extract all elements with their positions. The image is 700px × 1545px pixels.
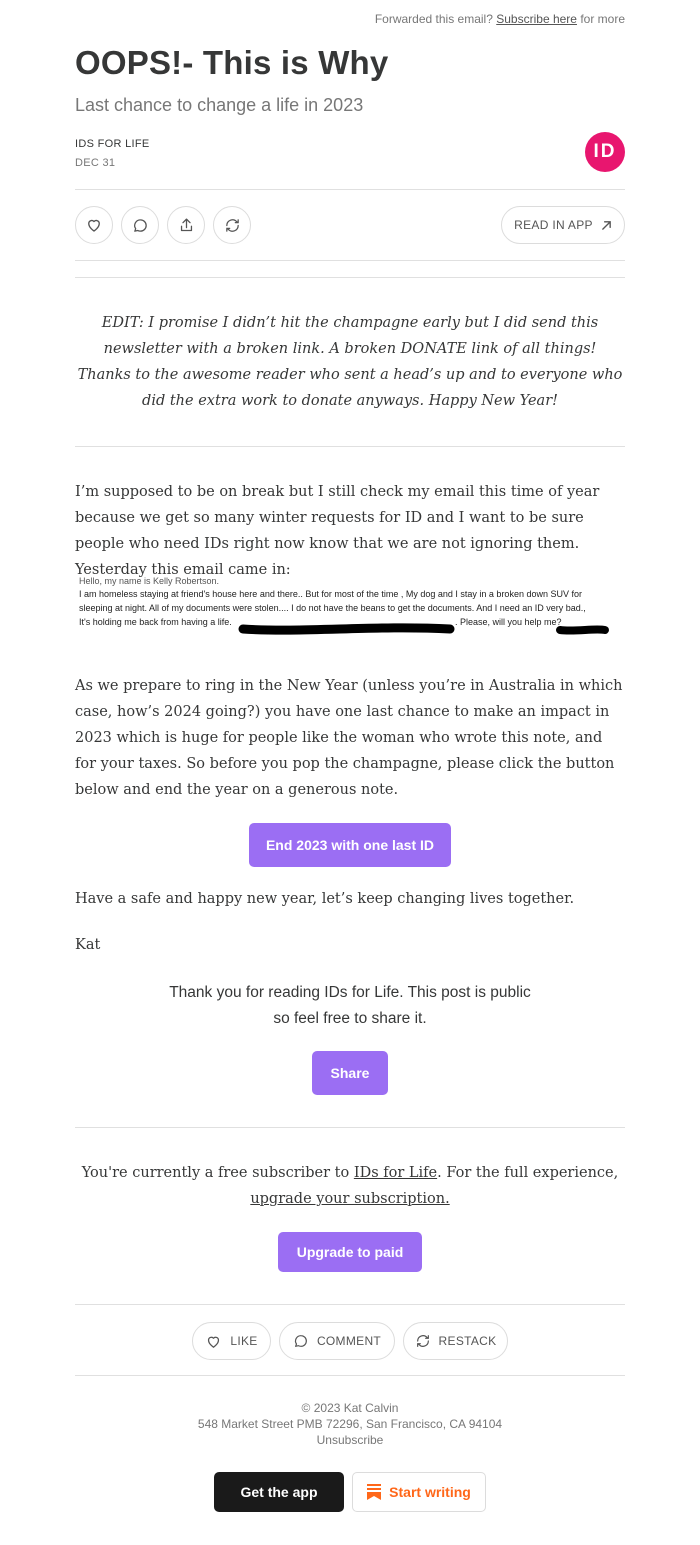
divider <box>75 1375 625 1376</box>
forwarded-prefix: Forwarded this email? <box>374 12 493 26</box>
upgrade-button[interactable]: Upgrade to paid <box>278 1232 422 1272</box>
start-writing-button[interactable] <box>352 1472 486 1512</box>
email-line: . Please, will you help me? <box>455 617 562 627</box>
subscribe-link[interactable]: Subscribe here <box>496 12 577 26</box>
restack-icon <box>224 217 241 234</box>
email-line: Hello, my name is Kelly Robertson. <box>79 576 220 586</box>
restack-icon-button[interactable] <box>213 206 251 244</box>
restack-icon <box>415 1333 431 1349</box>
share-message-line: Thank you for reading IDs for Life. This post is public <box>169 984 531 1001</box>
footer-address: 548 Market Street PMB 72296, San Francisco, CA 94104 <box>197 1417 503 1431</box>
divider <box>75 277 625 278</box>
substack-logo-icon <box>367 1484 381 1500</box>
heart-icon <box>205 1333 222 1350</box>
like-button[interactable] <box>75 206 113 244</box>
arrow-up-right-icon <box>601 220 612 231</box>
comment-label: COMMENT <box>316 1334 382 1348</box>
forwarded-suffix: for more <box>580 12 625 26</box>
divider <box>75 189 625 190</box>
comment-icon <box>132 217 149 234</box>
donate-button[interactable]: End 2023 with one last ID <box>249 823 451 867</box>
restack-label: RESTACK <box>438 1334 497 1348</box>
divider <box>75 1304 625 1305</box>
post-subtitle: Last chance to change a life in 2023 <box>75 95 364 115</box>
share-message-line: so feel free to share it. <box>273 1010 427 1027</box>
get-the-app-button[interactable]: Get the app <box>214 1472 344 1512</box>
share-message <box>75 980 625 1032</box>
divider <box>75 1127 625 1128</box>
signoff: Kat <box>75 937 101 953</box>
divider <box>75 260 625 261</box>
upgrade-link[interactable]: upgrade your subscription. <box>250 1191 450 1207</box>
read-in-app-button[interactable] <box>501 206 625 244</box>
subscription-middle: . For the full experience, <box>437 1165 619 1181</box>
publication-link[interactable]: IDs for Life <box>353 1165 438 1181</box>
share-icon <box>178 217 195 234</box>
post-date: DEC 31 <box>75 157 116 169</box>
heart-icon <box>85 216 103 234</box>
paragraph-intro: I’m supposed to be on break but I still check my email this time of year because we get so many winter requests for ID and I want to be sure people who need IDs right now know that we are not ignoring them. Yesterday this email came in: <box>75 484 600 578</box>
read-in-app-label: READ IN APP <box>514 218 593 232</box>
like-pill-button[interactable] <box>192 1322 271 1360</box>
unsubscribe-link[interactable]: Unsubscribe <box>316 1433 384 1447</box>
paragraph-appeal: As we prepare to ring in the New Year (unless you’re in Australia in which case, how’s 2024 going?) you have one last chance to make an impact in 2023 which is huge for people like the woman who wrote this note, and for your taxes. So before you pop the champagne, please click the button below and end the year on a generous note. <box>75 678 623 798</box>
email-line: It's holding me back from having a life. <box>79 617 232 627</box>
comment-button[interactable] <box>121 206 159 244</box>
share-button[interactable]: Share <box>312 1051 388 1095</box>
subscription-notice <box>75 1160 625 1212</box>
email-line: I am homeless staying at friend's house here and there.. But for most of the time , My dog and I stay in a broken down SUV for <box>79 589 582 599</box>
paragraph-closing: Have a safe and happy new year, let’s keep changing lives together. <box>75 891 575 907</box>
comment-icon <box>293 1333 309 1349</box>
email-screenshot <box>75 576 625 642</box>
footer-copyright: © 2023 Kat Calvin <box>301 1401 399 1415</box>
start-writing-label: Start writing <box>389 1484 471 1500</box>
post-title[interactable]: OOPS!- This is Why <box>75 44 389 81</box>
share-icon-button[interactable] <box>167 206 205 244</box>
like-label: LIKE <box>230 1334 258 1348</box>
comment-pill-button[interactable] <box>279 1322 395 1360</box>
subscription-prefix: You're currently a free subscriber to <box>81 1165 350 1181</box>
edit-note: EDIT: I promise I didn’t hit the champagne early but I did send this newsletter with a broken link. A broken DONATE link of all things! Thanks to the awesome reader who sent a head’s up and to everyone who did the extra work to donate anyways. Happy New Year! <box>77 315 623 409</box>
avatar[interactable]: ID <box>585 132 625 172</box>
divider <box>75 446 625 447</box>
email-line: sleeping at night. All of my documents were stolen.... I do not have the beans to get the documents. And I need an ID very bad., <box>79 603 586 613</box>
publication-name[interactable]: IDS FOR LIFE <box>75 138 150 150</box>
redaction-marks <box>75 582 625 642</box>
restack-pill-button[interactable] <box>403 1322 508 1360</box>
forwarded-notice <box>375 12 625 26</box>
